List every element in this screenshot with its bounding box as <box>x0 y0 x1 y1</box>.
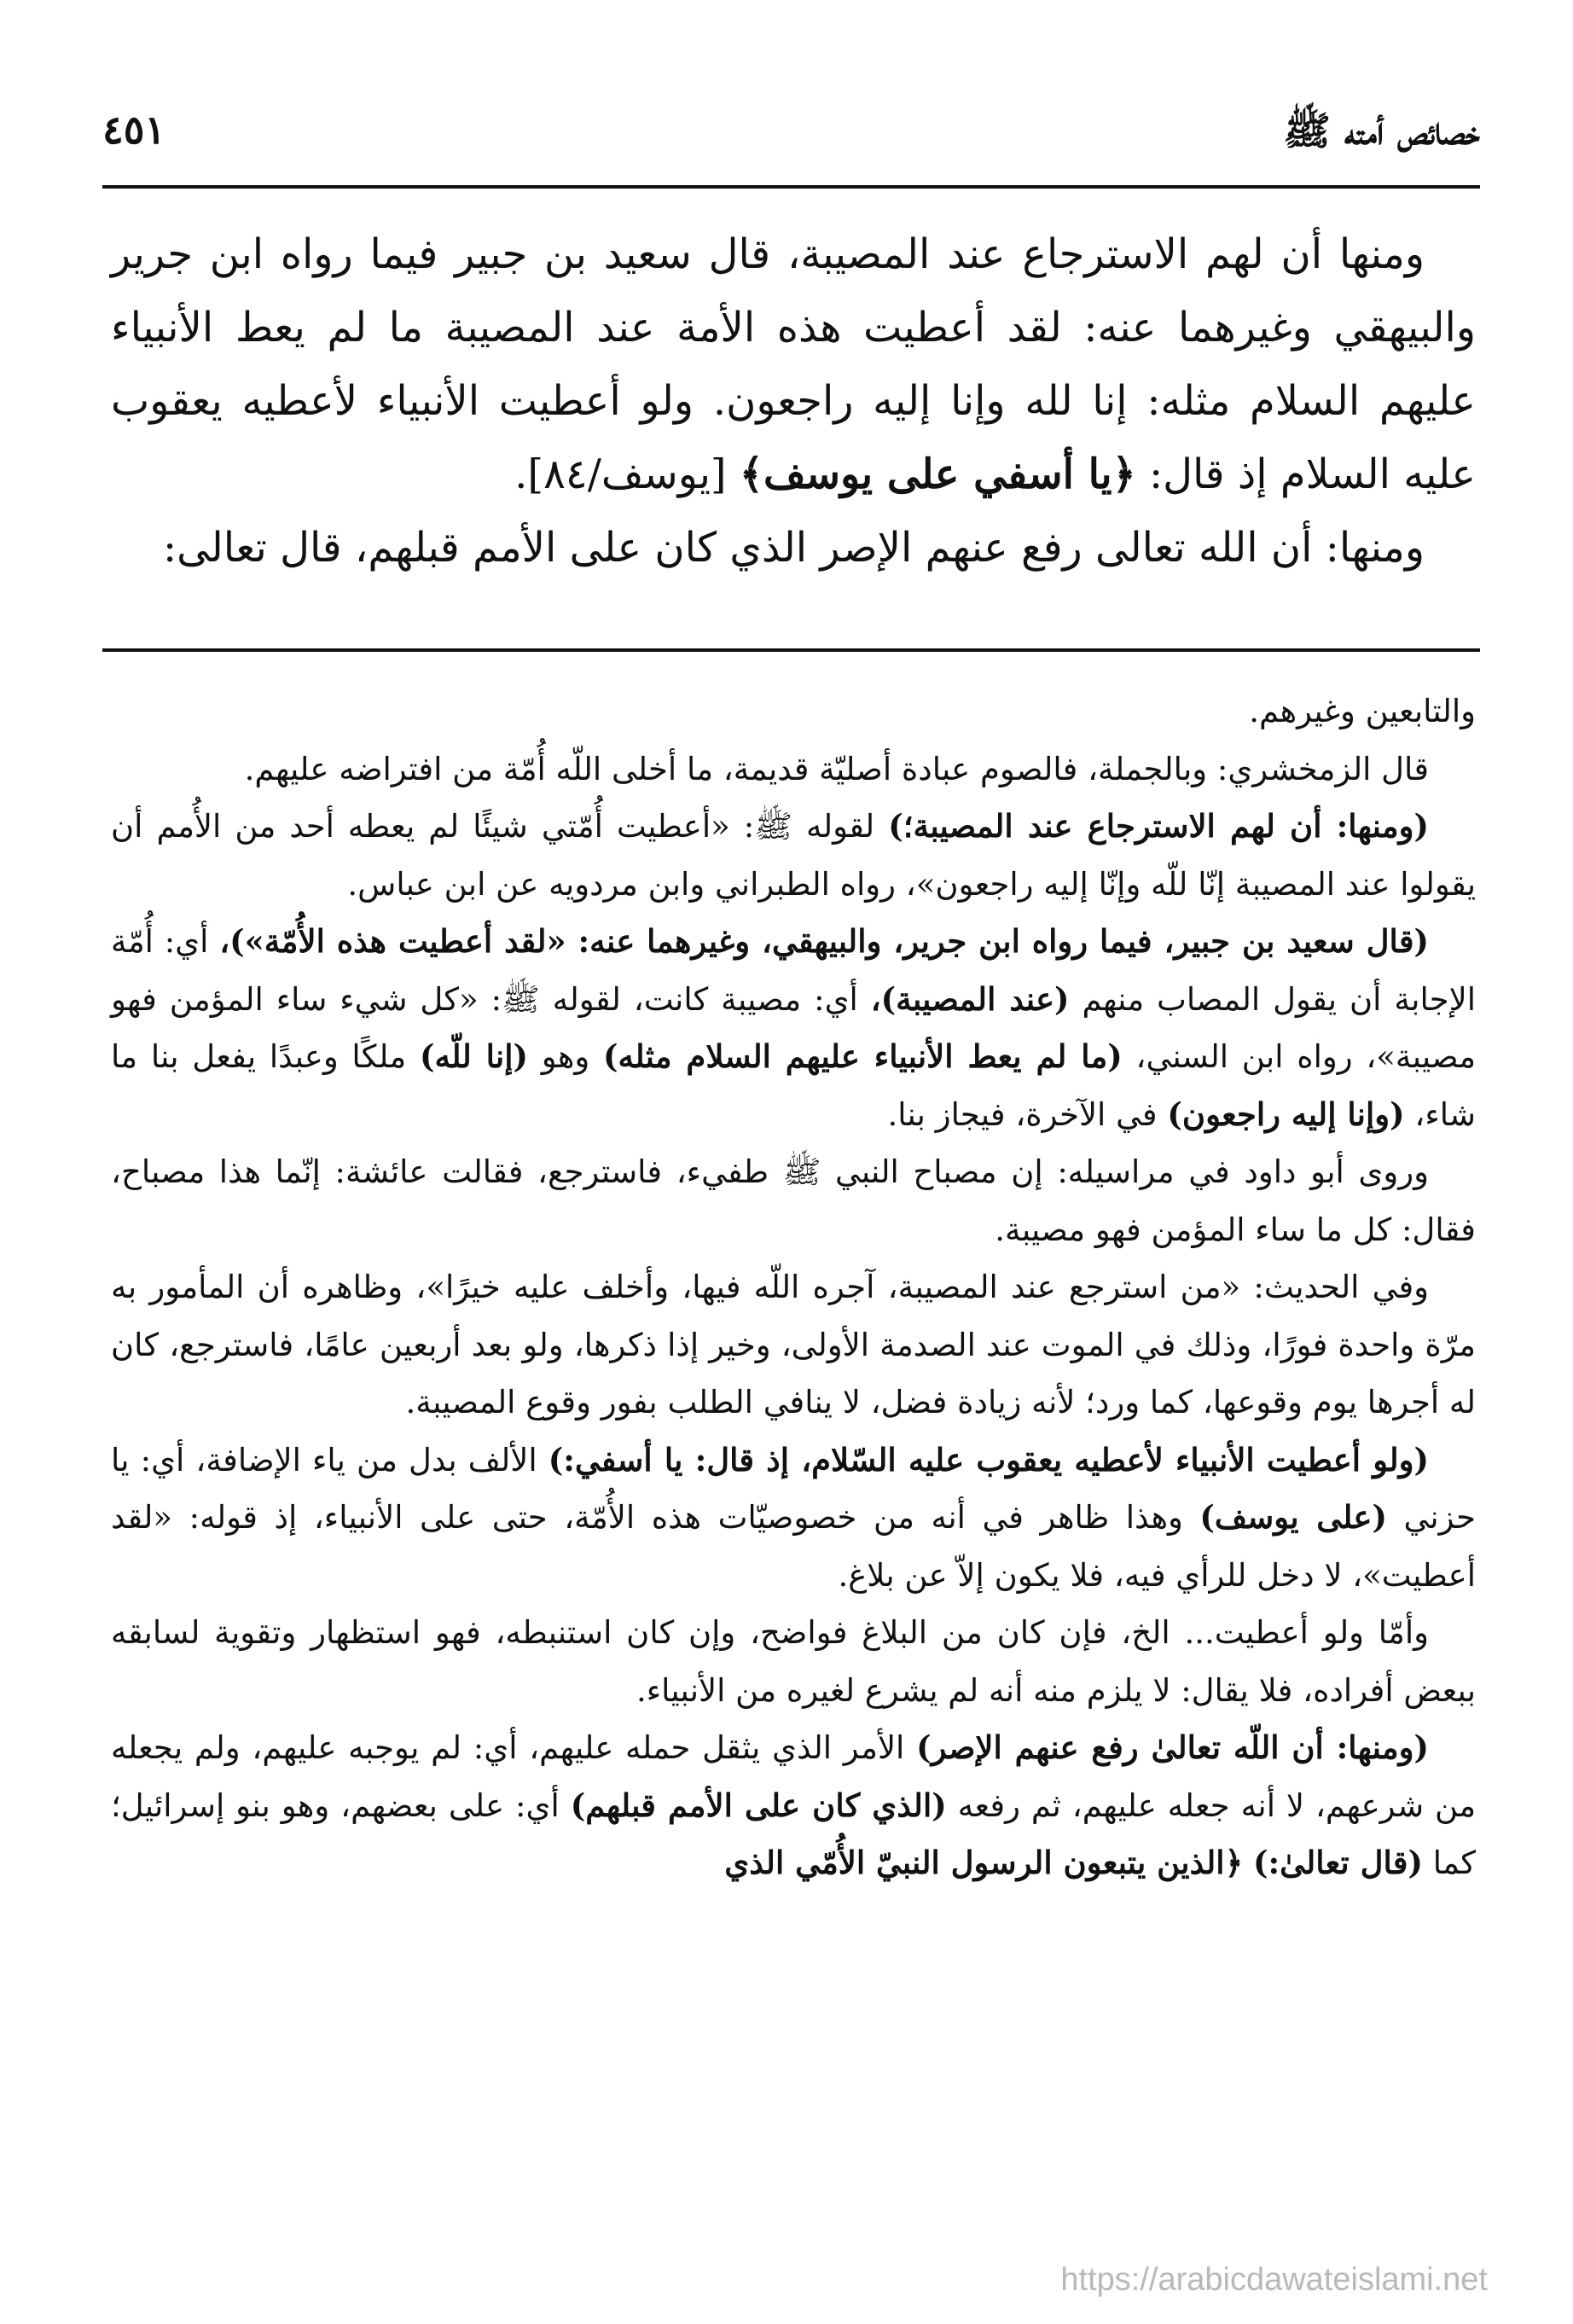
quran-quote: ﴿يا أسفي على يوسف﴾ <box>739 450 1136 498</box>
commentary-paragraph: قال الزمخشري: وبالجملة، فالصوم عبادة أصليّة قديمة، ما أخلى اللّه أُمّة من افتراضه عليهم. <box>244 750 1429 787</box>
commentary-span: الألف بدل من ياء الإضافة، أي: يا حزني <box>111 1441 1476 1536</box>
quoted-text: (إنا للّه) <box>419 1037 529 1075</box>
watermark-url: https://arabicdawateislami.net <box>1060 2262 1488 2298</box>
quoted-text: (ومنها: أن لهم الاسترجاع عند المصيبة؛) <box>888 807 1429 845</box>
commentary-span: وهذا ظاهر في أنه من خصوصيّات هذه الأُمّة، حتى على الأنبياء، إذ قوله: «لقد أعطيت»، لا دخل للرأي فيه، فلا يكون إلاّ عن بلاغ. <box>111 1499 1476 1594</box>
quoted-text: (قال سعيد بن جبير، فيما رواه ابن جرير، والبيهقي، وغيرهما عنه: «لقد أعطيت هذه الأُمّة»)، <box>219 922 1430 960</box>
running-title: خصائص أمته ﷺ <box>1283 107 1480 154</box>
commentary-span: في الآخرة، فيجاز بنا. <box>887 1095 1158 1133</box>
quran-quote: ﴿الذين يتبعون الرسول النبيّ الأُمّي الذي <box>724 1844 1244 1881</box>
quoted-text: (عند المصيبة)، <box>870 979 1070 1018</box>
commentary-span: أي: على بعضهم، وهو بنو إسرائيل؛ كما <box>111 1787 1476 1881</box>
quoted-text: (الذي كان على الأمم قبلهم) <box>570 1786 947 1824</box>
commentary-span: لقوله ﷺ: «أعطيت أُمّتي شيئًا لم يعطه أحد من الأُمم أن يقولوا عند المصيبة إنّا للّه وإنّا إليه راجعون»، رواه الطبراني وابن مردويه عن ابن عباس. <box>111 808 1476 903</box>
commentary-paragraph: وأمّا ولو أعطيت... الخ، فإن كان من البلاغ فواضح، وإن كان استنبطه، فهو استظهار وتقوية لسابقه ببعض أفراده، فلا يقال: لا يلزم منه أنه لم يشرع لغيره من الأنبياء. <box>111 1614 1476 1709</box>
quoted-text: (وإنا إليه راجعون) <box>1167 1095 1405 1133</box>
quoted-text: (ومنها: أن اللّه تعالىٰ رفع عنهم الإصر) <box>916 1728 1429 1766</box>
commentary-paragraph: وفي الحديث: «من استرجع عند المصيبة، آجره اللّه فيها، وأخلف عليه خيرًا»، وظاهره أن المأمور به مرّة واحدة فورًا، وذلك في الموت عند الصدمة الأولى، وخير إذا ذكرها، ولو بعد أربعين عامًا، فاسترجع، كان له أجرها يوم وقوعها، كما ورد؛ لأنه زيادة فضل، لا ينافي الطلب بفور وقوع المصيبة. <box>111 1269 1476 1421</box>
commentary-paragraph <box>111 1432 1476 1605</box>
quoted-text: (ولو أعطيت الأنبياء لأعطيه يعقوب عليه السّلام، إذ قال: يا أسفي:) <box>548 1440 1430 1479</box>
verse-reference: [يوسف/٨٤]. <box>514 450 727 498</box>
page-header <box>102 107 1480 175</box>
main-text-span: ومنها أن لهم الاسترجاع عند المصيبة، قال سعيد بن جبير فيما رواه ابن جرير والبيهقي وغيرهما عنه: لقد أعطيت هذه الأمة عند المصيبة ما لم يعط الأنبياء عليهم السلام مثله: إنا لله وإنا إليه راجعون. ولو أعطيت الأنبياء لأعطيه يعقوب عليه السلام إذ قال: <box>111 230 1477 498</box>
commentary-paragraph <box>111 1719 1476 1892</box>
main-paragraph: ومنها: أن الله تعالى رفع عنهم الإصر الذي كان على الأمم قبلهم، قال تعالى: <box>162 524 1425 572</box>
commentary-span: أي: مصيبة كانت، لقوله ﷺ: «كل شيء ساء المؤمن فهو مصيبة»، رواه ابن السني، <box>111 980 1477 1075</box>
page-number: ٤٥١ <box>102 107 166 153</box>
separator-rule <box>102 648 1480 652</box>
commentary-span: وهو <box>541 1038 590 1075</box>
commentary-line: والتابعين وغيرهم. <box>1249 693 1476 729</box>
quoted-text: (ما لم يعط الأنبياء عليهم السلام مثله) <box>602 1037 1123 1075</box>
commentary-paragraph <box>111 913 1476 1143</box>
commentary-paragraph <box>111 798 1476 913</box>
commentary-span: الأمر الذي يثقل حمله عليهم، أي: لم يوجبه عليهم، ولم يجعله من شرعهم، لا أنه جعله عليهم، ثم رفعه <box>111 1729 1477 1824</box>
main-text <box>111 218 1476 584</box>
main-paragraph <box>111 218 1476 511</box>
quoted-text: (على يوسف) <box>1199 1498 1387 1536</box>
commentary-text <box>111 683 1476 1892</box>
quoted-text: (قال تعالىٰ:) <box>1253 1844 1423 1881</box>
header-rule <box>102 185 1480 189</box>
commentary-span: أي: أُمّة الإجابة أن يقول المصاب منهم <box>111 923 1476 1018</box>
commentary-span: ملكًا وعبدًا يفعل بنا ما شاء، <box>111 1038 1476 1133</box>
commentary-paragraph: وروى أبو داود في مراسيله: إن مصباح النبي ﷺ طفيء، فاسترجع، فقالت عائشة: إنّما هذا مصباح، فقال: كل ما ساء المؤمن فهو مصيبة. <box>111 1153 1476 1248</box>
